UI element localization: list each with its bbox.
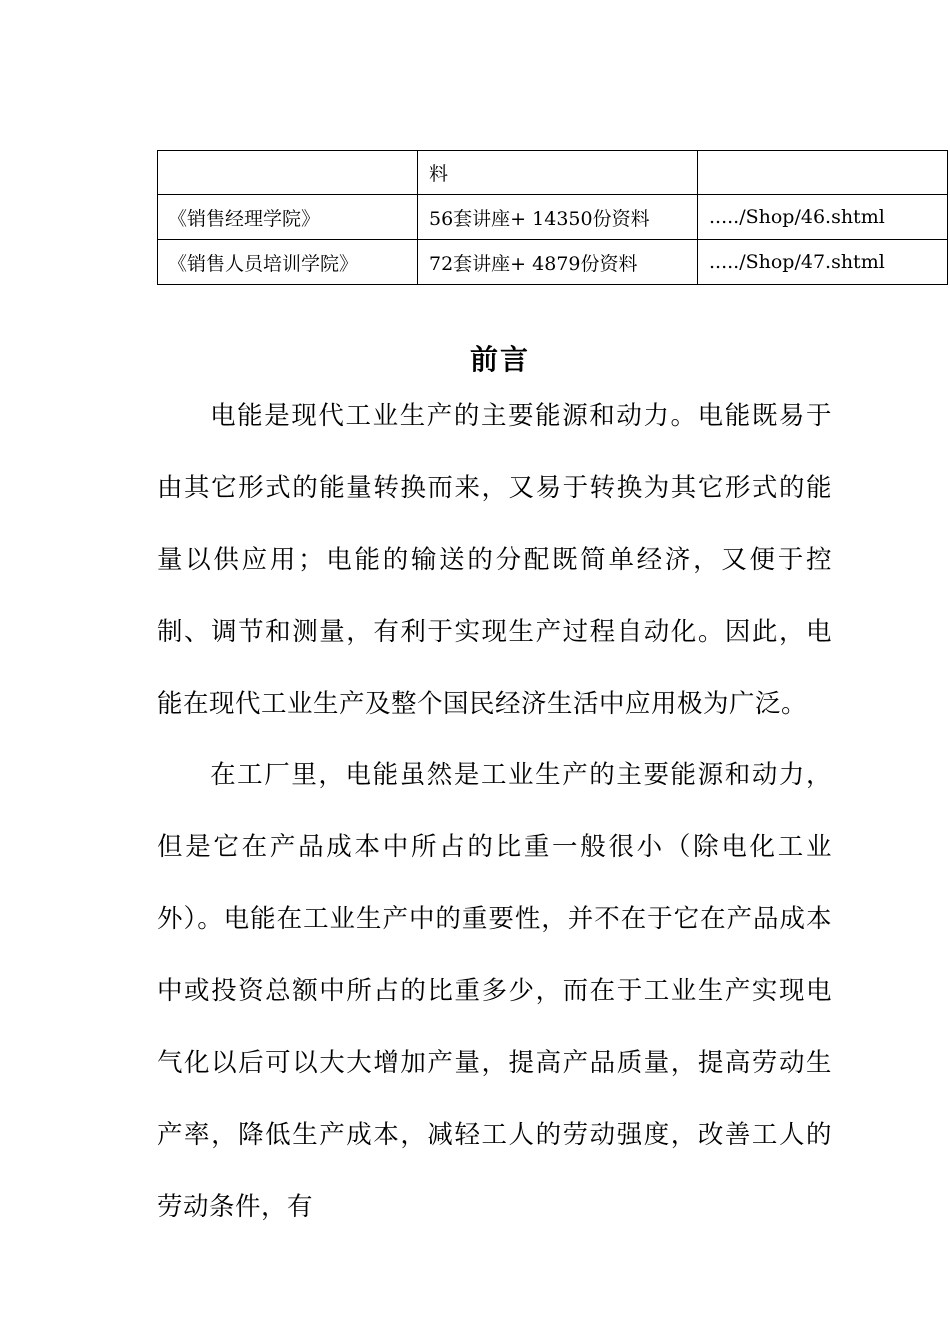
- table-cell-content: 72套讲座+ 4879份资料: [418, 240, 698, 285]
- body-paragraph: [157, 380, 832, 740]
- table-cell-link[interactable]: ...../Shop/47.shtml: [698, 240, 948, 285]
- paragraph-text: 在工厂里，电能虽然是工业生产的主要能源和动力，但是它在产品成本中所占的比重一般很小（除电化工业外）。电能在工业生产中的重要性，并不在于它在产品成本中或投资总额中所占的比重多少，而在于工业生产实现电气化以后可以大大增加产量，提高产品质量，提高劳动生产率，降低生产成本，减轻工人的劳动强度，改善工人的劳动条件，有: [157, 760, 832, 1222]
- table-cell-content: 料: [418, 151, 698, 195]
- table-cell-link[interactable]: ...../Shop/46.shtml: [698, 195, 948, 240]
- table-cell-content: 56套讲座+ 14350份资料: [418, 195, 698, 240]
- paragraph-text: 电能是现代工业生产的主要能源和动力。电能既易于由其它形式的能量转换而来，又易于转换为其它形式的能量以供应用；电能的输送的分配既简单经济，又便于控制、调节和测量，有利于实现生产过程自动化。因此，电能在现代工业生产及整个国民经济生活中应用极为广泛。: [157, 401, 832, 719]
- section-heading: 前言: [469, 343, 530, 376]
- catalog-table: [157, 150, 948, 285]
- table-row: [158, 240, 948, 285]
- table-row: [158, 151, 948, 195]
- body-paragraph: [157, 739, 832, 1243]
- table-cell-name: [158, 151, 418, 195]
- table-cell-name: 《销售经理学院》: [158, 195, 418, 240]
- table-row: [158, 195, 948, 240]
- table-cell-link: [698, 151, 948, 195]
- table-cell-name: 《销售人员培训学院》: [158, 240, 418, 285]
